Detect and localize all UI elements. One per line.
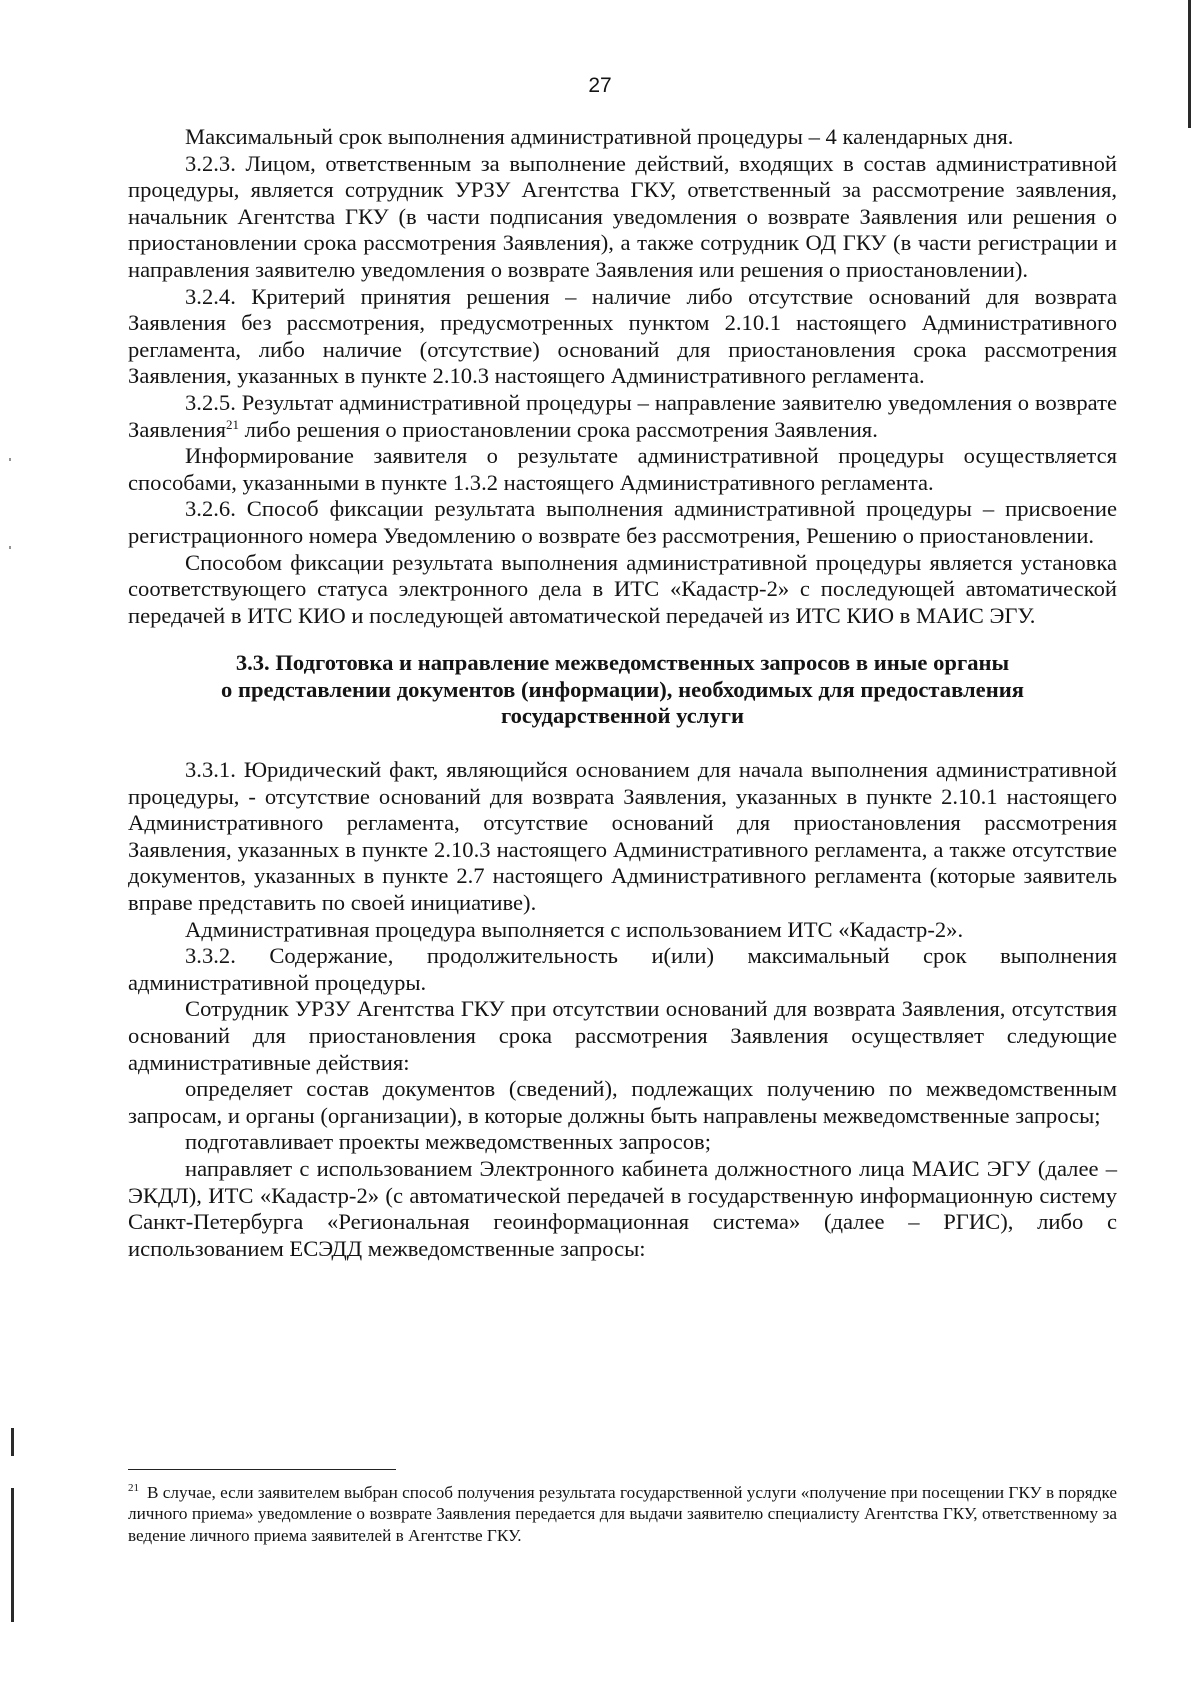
list-item-prepares-requests: подготавливает проекты межведомственных запросов; bbox=[185, 1129, 711, 1155]
paragraph-3-3-1: 3.3.1. Юридический факт, являющийся основанием для начала выполнения административной процедуры, - отсутствие оснований для возврата Заявления, указанных в пункте 2.10.1 настоящего Административного регламента, отсутствие оснований для приостановления рассмотрения Заявления, указанных в пункте 2.10.3 настоящего Административного регламента, а также отсутствие документов, указанных в пункте 2.7 настоящего Административного регламента (которые заявитель вправе представить по своей инициативе). bbox=[128, 757, 1117, 916]
document-body bbox=[128, 124, 1117, 1262]
paragraph-informing: Информирование заявителя о результате административной процедуры осуществляется способами, указанными в пункте 1.3.2 настоящего Административного регламента. bbox=[128, 443, 1117, 495]
paragraph-fixation-method: Способом фиксации результата выполнения административной процедуры является установка соответствующего статуса электронного дела в ИТС «Кадастр-2» с последующей автоматической передачей в ИТС КИО и последующей автоматической передачей из ИТС КИО в МАИС ЭГУ. bbox=[128, 549, 1117, 628]
paragraph-employee-actions: Сотрудник УРЗУ Агентства ГКУ при отсутствии оснований для возврата Заявления, отсутствия оснований для приостановления срока рассмотрения Заявления осуществляет следующие административные действия: bbox=[128, 996, 1117, 1075]
scan-edge-dot-left-1 bbox=[9, 458, 11, 461]
paragraph-3-2-4: 3.2.4. Критерий принятия решения – наличие либо отсутствие оснований для возврата Заявления без рассмотрения, предусмотренных пунктом 2.10.1 настоящего Административного регламента, либо наличие (отсутствие) оснований для приостановления срока рассмотрения Заявления, указанных в пункте 2.10.3 настоящего Административного регламента. bbox=[128, 283, 1117, 389]
scan-edge-mark-left-middle bbox=[11, 1428, 14, 1456]
list-item-determines-documents: определяет состав документов (сведений), подлежащих получению по межведомственным запросам, и органы (организации), в которые должны быть направлены межведомственные запросы; bbox=[128, 1076, 1117, 1128]
section-heading-3-3 bbox=[128, 650, 1117, 730]
paragraph-3-2-5-text: 3.2.5. Результат административной процедуры – направление заявителю уведомления о возврате Заявления bbox=[128, 389, 1117, 442]
scan-edge-dot-left-2 bbox=[9, 546, 11, 549]
paragraph-3-3-2: 3.3.2. Содержание, продолжительность и(или) максимальный срок выполнения административной процедуры. bbox=[128, 943, 1117, 995]
footnote-text: В случае, если заявителем выбран способ получения результата государственной услуги «получение при посещении ГКУ в порядке личного приема» уведомление о возврате Заявления передается для выдачи заявителю специалисту Агентства ГКУ, ответственному за ведение личного приема заявителей в Агентстве ГКУ. bbox=[128, 1483, 1117, 1545]
footnote-reference: 21 bbox=[226, 416, 239, 432]
footnote-number: 21 bbox=[128, 1482, 139, 1494]
paragraph-3-2-6: 3.2.6. Способ фиксации результата выполнения административной процедуры – присвоение регистрационного номера Уведомлению о возврате без рассмотрения, Решению о приостановлении. bbox=[128, 496, 1117, 548]
section-heading-line: 3.3. Подготовка и направление межведомственных запросов в иные органы bbox=[235, 650, 1010, 676]
section-heading-line: о представлении документов (информации), необходимых для предоставления bbox=[221, 676, 1024, 702]
list-item-sends-requests: направляет с использованием Электронного кабинета должностного лица МАИС ЭГУ (далее – ЭКДЛ), ИТС «Кадастр-2» (с автоматической передачей в государственную информационную систему Санкт-Петербурга «Региональная геоинформационная система» (далее – РГИС), либо с использованием ЕСЭДД межведомственные запросы: bbox=[128, 1155, 1117, 1261]
paragraph-3-2-5-text-end: либо решения о приостановлении срока рассмотрения Заявления. bbox=[239, 416, 878, 442]
paragraph-procedure-system: Административная процедура выполняется с использованием ИТС «Кадастр-2». bbox=[185, 916, 964, 942]
scan-edge-mark-left-bottom bbox=[11, 1488, 14, 1622]
footnote bbox=[128, 1482, 1117, 1546]
paragraph-max-term: Максимальный срок выполнения административной процедуры – 4 календарных дня. bbox=[185, 124, 1014, 149]
paragraph-3-2-5 bbox=[128, 390, 1117, 443]
footnote-separator bbox=[128, 1469, 396, 1470]
page-number: 27 bbox=[588, 74, 612, 97]
paragraph-3-2-3: 3.2.3. Лицом, ответственным за выполнение действий, входящих в состав административной процедуры, является сотрудник УРЗУ Агентства ГКУ, ответственный за рассмотрение заявления, начальник Агентства ГКУ (в части подписания уведомления о возврате Заявления или решения о приостановлении срока рассмотрения Заявления), а также сотрудник ОД ГКУ (в части регистрации и направления заявителю уведомления о возврате Заявления или решения о приостановлении). bbox=[128, 150, 1117, 282]
scan-edge-mark-top-right bbox=[1188, 0, 1191, 128]
section-heading-line: государственной услуги bbox=[500, 703, 745, 729]
